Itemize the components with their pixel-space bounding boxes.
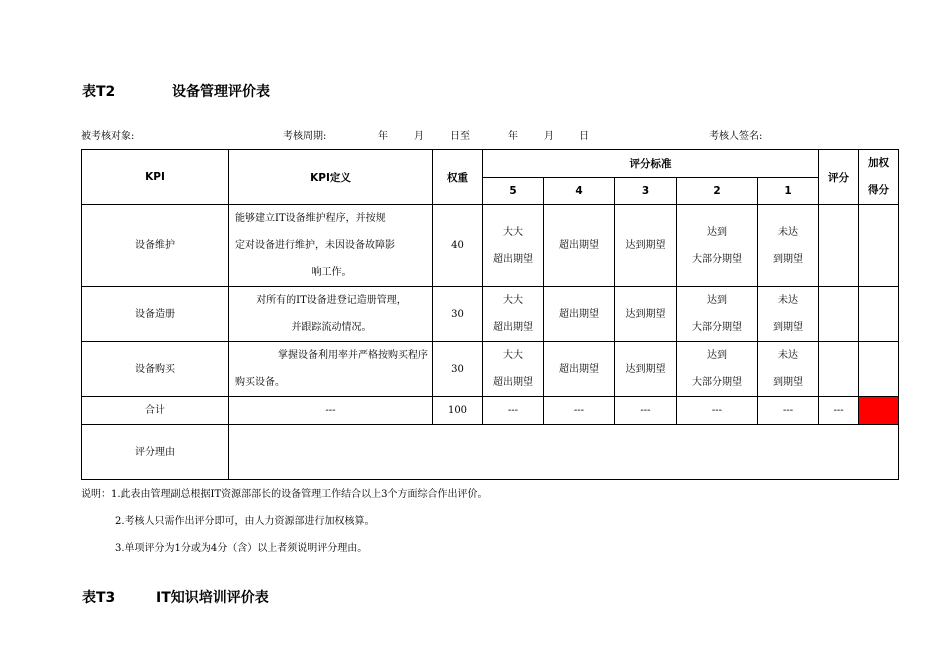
score-2-line: 大部分期望 (692, 377, 742, 388)
score-5-line: 超出期望 (493, 377, 533, 388)
weight-cell: 30 (433, 342, 483, 397)
score-1-line: 到期望 (773, 253, 804, 265)
definition-line: 对所有的IT设备进登记造册管理， (256, 295, 407, 306)
total-score-3: --- (615, 397, 677, 425)
score-5-line: 大大 (503, 295, 523, 306)
score-5-cell (483, 342, 544, 397)
total-definition: --- (229, 397, 433, 425)
period-month-1: 月 (414, 131, 424, 142)
rating-cell (819, 205, 859, 287)
weighted-score-cell (859, 205, 899, 287)
period-year-1: 年 (378, 131, 388, 142)
kpi-cell: 设备造册 (82, 287, 229, 342)
score-2-line: 大部分期望 (692, 253, 742, 265)
header-weighted-line2: 得分 (868, 184, 890, 196)
header-weight: 权重 (433, 150, 483, 205)
total-weighted-score-highlight (859, 397, 899, 425)
kpi-cell: 设备购买 (82, 342, 229, 397)
score-2-line: 大部分期望 (692, 322, 742, 333)
score-5-cell (483, 287, 544, 342)
header-score-3: 3 (615, 178, 677, 205)
rating-cell (819, 287, 859, 342)
score-2-line: 达到 (707, 350, 727, 361)
total-row (82, 397, 899, 425)
score-3-cell: 达到期望 (615, 287, 677, 342)
score-1-cell (758, 287, 819, 342)
score-2-line: 达到 (707, 295, 727, 306)
signer-label: 考核人签名: (709, 131, 763, 142)
reason-label: 评分理由 (82, 425, 229, 480)
score-3-cell: 达到期望 (615, 205, 677, 287)
score-5-line: 超出期望 (493, 322, 533, 333)
period-day-to: 日至 (450, 131, 470, 142)
period-label: 考核周期: (283, 131, 327, 142)
weight-cell: 40 (433, 205, 483, 287)
subject-label: 被考核对象: (81, 131, 135, 142)
weight-cell: 30 (433, 287, 483, 342)
header-kpi: KPI (82, 150, 229, 205)
header-weighted-line1: 加权 (868, 157, 890, 169)
table-t2-title: 设备管理评价表 (172, 84, 270, 100)
header-score-2: 2 (677, 178, 758, 205)
header-definition: KPI定义 (229, 150, 433, 205)
weighted-score-cell (859, 287, 899, 342)
definition-line: 并跟踪流动情况。 (291, 322, 372, 333)
total-score-2: --- (677, 397, 758, 425)
definition-line: 响工作。 (311, 267, 352, 278)
score-5-cell (483, 205, 544, 287)
kpi-cell: 设备维护 (82, 205, 229, 287)
note-line: 2.考核人只需作出评分即可，由人力资源部进行加权核算。 (115, 516, 375, 527)
table-t2-heading (82, 81, 270, 101)
score-4-cell: 超出期望 (544, 342, 615, 397)
table-row (82, 287, 899, 342)
score-2-cell (677, 287, 758, 342)
notes (81, 481, 488, 562)
note-line: 说明：1.此表由管理副总根据IT资源部部长的设备管理工作结合以上3个方面综合作出评价。 (81, 489, 488, 500)
score-1-cell (758, 342, 819, 397)
definition-line: 购买设备。 (235, 377, 285, 388)
header-row-1 (82, 150, 899, 178)
period-day-2: 日 (579, 131, 589, 142)
score-5-line: 大大 (503, 226, 523, 238)
score-5-line: 大大 (503, 350, 523, 361)
header-rating: 评分 (819, 150, 859, 205)
table-t3-heading (82, 587, 269, 607)
score-2-cell (677, 205, 758, 287)
score-1-line: 未达 (778, 295, 799, 306)
score-2-line: 达到 (707, 226, 727, 238)
definition-line: 掌握设备利用率并严格按购买程序 (278, 350, 428, 361)
reason-row (82, 425, 899, 480)
definition-cell (229, 342, 433, 397)
score-2-cell (677, 342, 758, 397)
definition-line: 定对设备进行维护，未因设备故障影 (235, 240, 395, 251)
table-t3-title: IT知识培训评价表 (156, 590, 269, 606)
header-score-4: 4 (544, 178, 615, 205)
total-score-4: --- (544, 397, 615, 425)
table-t2-number: 表T2 (82, 84, 116, 100)
score-1-cell (758, 205, 819, 287)
header-score-1: 1 (758, 178, 819, 205)
period-month-2: 月 (544, 131, 554, 142)
score-1-line: 到期望 (773, 322, 804, 333)
header-score-5: 5 (483, 178, 544, 205)
rating-cell (819, 342, 859, 397)
total-score-5: --- (483, 397, 544, 425)
score-5-line: 超出期望 (493, 253, 533, 265)
total-score-1: --- (758, 397, 819, 425)
table-row (82, 342, 899, 397)
score-4-cell: 超出期望 (544, 287, 615, 342)
score-1-line: 到期望 (773, 377, 804, 388)
score-1-line: 未达 (778, 226, 799, 238)
reason-content (229, 425, 899, 480)
evaluation-table (81, 149, 899, 480)
table-row (82, 205, 899, 287)
definition-cell (229, 205, 433, 287)
weighted-score-cell (859, 342, 899, 397)
header-weighted-score (859, 150, 899, 205)
definition-cell (229, 287, 433, 342)
period-year-2: 年 (508, 131, 518, 142)
definition-line: 能够建立IT设备维护程序，并按规 (235, 213, 386, 224)
score-1-line: 未达 (778, 350, 799, 361)
table-t3-number: 表T3 (82, 590, 116, 606)
total-rating: --- (819, 397, 859, 425)
score-3-cell: 达到期望 (615, 342, 677, 397)
note-line: 3.单项评分为1分或为4分（含）以上者须说明评分理由。 (115, 543, 368, 554)
total-label: 合计 (82, 397, 229, 425)
header-criteria: 评分标准 (483, 150, 819, 178)
score-4-cell: 超出期望 (544, 205, 615, 287)
total-weight: 100 (433, 397, 483, 425)
